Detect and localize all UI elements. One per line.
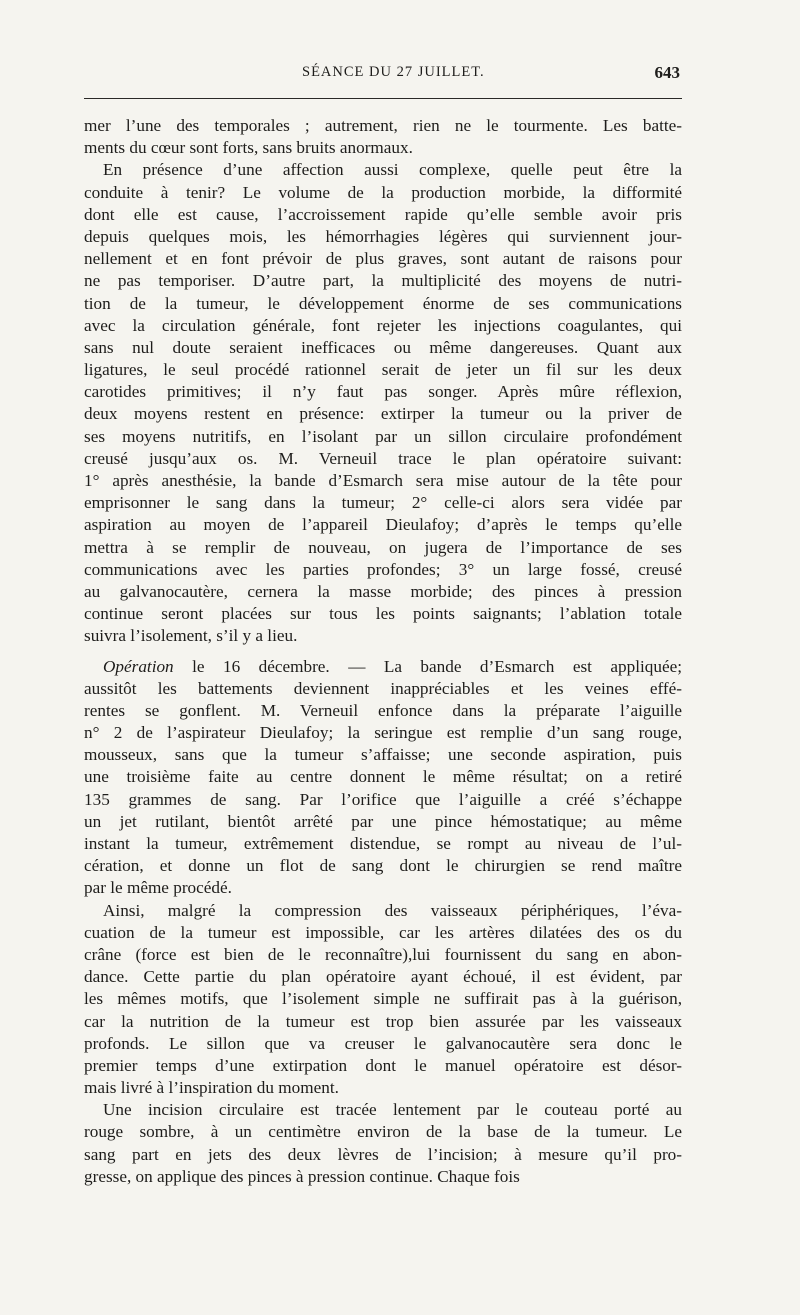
line-text: profonds. Le sillon que va creuser le galvanocautère sera donc le [84, 1033, 682, 1053]
body-text [84, 115, 682, 1188]
text-line [84, 656, 682, 678]
text-line [84, 900, 682, 922]
line-text: crâne (force est bien de le reconnaître),lui fournissent du sang en abon- [84, 944, 682, 964]
paragraph [84, 656, 682, 900]
line-text: continue seront placées sur tous les points saignants; l’ablation totale [84, 604, 682, 624]
line-text: aspiration au moyen de l’appareil Dieulafoy; d’après le temps qu’elle [84, 515, 682, 535]
text-line [84, 270, 682, 292]
line-text: dont elle est cause, l’accroissement rapide qu’elle semble avoir pris [84, 204, 682, 224]
line-text: suivra l’isolement, s’il y a lieu. [84, 626, 298, 646]
line-text: cération, et donne un flot de sang dont le chirurgien se rend maître [84, 856, 682, 876]
line-text: une troisième faite au centre donnent le même résultat; on a retiré [84, 767, 682, 787]
line-text: creusé jusqu’aux os. M. Verneuil trace le plan opératoire suivant: [84, 448, 682, 468]
text-line [84, 293, 682, 315]
line-text: dance. Cette partie du plan opératoire ayant échoué, il est évident, par [84, 967, 682, 987]
text-line [84, 766, 682, 788]
line-text: carotides primitives; il n’y faut pas songer. Après mûre réflexion, [84, 382, 682, 402]
text-line [84, 514, 682, 536]
paragraph [84, 159, 682, 647]
text-line [84, 944, 682, 966]
line-text: car la nutrition de la tumeur est trop bien assurée par les vaisseaux [84, 1011, 682, 1031]
line-text: depuis quelques mois, les hémorrhagies légères qui surviennent jour- [84, 226, 682, 246]
text-line [84, 1033, 682, 1055]
line-text: n° 2 de l’aspirateur Dieulafoy; la seringue est remplie d’un sang rouge, [84, 723, 682, 743]
text-line [84, 559, 682, 581]
line-text: ligatures, le seul procédé rationnel serait de jeter un fil sur les deux [84, 360, 682, 380]
text-line [84, 1055, 682, 1077]
text-line [84, 248, 682, 270]
text-line [84, 426, 682, 448]
line-text: Ainsi, malgré la compression des vaisseaux périphériques, l’éva- [103, 900, 682, 920]
running-title: SÉANCE DU 27 JUILLET. [302, 64, 485, 80]
line-text: gresse, on applique des pinces à pression continue. Chaque fois [84, 1166, 520, 1186]
line-text: tion de la tumeur, le développement énorme de ses communications [84, 293, 682, 313]
text-line [84, 226, 682, 248]
line-text: En présence d’une affection aussi complexe, quelle peut être la [103, 160, 682, 180]
text-line [84, 625, 682, 647]
text-line [84, 744, 682, 766]
paragraph [84, 1099, 682, 1188]
text-line [84, 789, 682, 811]
text-line [84, 537, 682, 559]
text-line [84, 182, 682, 204]
text-line [84, 581, 682, 603]
line-text: les mêmes motifs, que l’isolement simple ne suffirait pas à la guérison, [84, 989, 682, 1009]
text-line [84, 337, 682, 359]
line-text: au galvanocautère, cernera la masse morbide; des pinces à pression [84, 581, 682, 601]
text-line [84, 470, 682, 492]
text-line [84, 1011, 682, 1033]
line-text: avec la circulation générale, font rejeter les injections coagulantes, qui [84, 315, 682, 335]
text-line [84, 922, 682, 944]
text-line [84, 1099, 682, 1121]
line-text: sans nul doute seraient inefficaces ou même dangereuses. Quant aux [84, 337, 682, 357]
text-line [84, 137, 682, 159]
text-line [84, 966, 682, 988]
paragraph [84, 900, 682, 1100]
line-text: aussitôt les battements deviennent inappréciables et les veines effé- [84, 678, 682, 698]
line-text: un jet rutilant, bientôt arrêté par une pince hémostatique; au même [84, 811, 682, 831]
line-text: rouge sombre, à un centimètre environ de la base de la tumeur. Le [84, 1122, 682, 1142]
line-text: mais livré à l’inspiration du moment. [84, 1078, 339, 1098]
text-line [84, 988, 682, 1010]
line-text: 1° après anesthésie, la bande d’Esmarch sera mise autour de la tête pour [84, 471, 682, 490]
text-line [84, 448, 682, 470]
italic-lead: Opération [103, 656, 174, 676]
line-text: emprisonner le sang dans la tumeur; 2° celle-ci alors sera vidée par [84, 493, 682, 513]
text-line [84, 204, 682, 226]
line-text: ne pas temporiser. D’autre part, la multiplicité des moyens de nutri- [84, 271, 682, 291]
header-rule [84, 98, 682, 99]
line-text: mer l’une des temporales ; autrement, rien ne le tourmente. Les batte- [84, 116, 682, 135]
line-text: ses moyens nutritifs, en l’isolant par un sillon circulaire profondément [84, 426, 682, 446]
line-text: premier temps d’une extirpation dont le manuel opératoire est désor- [84, 1055, 682, 1075]
line-text: mousseux, sans que la tumeur s’affaisse; une seconde aspiration, puis [84, 745, 682, 765]
line-text: communications avec les parties profondes; 3° un large fossé, creusé [84, 559, 682, 579]
text-line [84, 833, 682, 855]
paragraph [84, 115, 682, 159]
text-line [84, 159, 682, 181]
text-line [84, 315, 682, 337]
line-text: conduite à tenir? Le volume de la production morbide, la difformité [84, 182, 682, 202]
text-line [84, 678, 682, 700]
line-text: ments du cœur sont forts, sans bruits anormaux. [84, 138, 413, 158]
text-line [84, 722, 682, 744]
text-line [84, 1166, 682, 1188]
text-line [84, 1077, 682, 1099]
line-text: sang part en jets des deux lèvres de l’incision; à mesure qu’il pro- [84, 1144, 682, 1164]
line-text: rentes se gonflent. M. Verneuil enfonce dans la préparate l’aiguille [84, 700, 682, 720]
text-line [84, 603, 682, 625]
text-line [84, 1121, 682, 1143]
line-text: instant la tumeur, extrêmement distendue, se rompt au niveau de l’ul- [84, 834, 682, 853]
text-line [84, 403, 682, 425]
line-text: cuation de la tumeur est impossible, car les artères dilatées des os du [84, 922, 682, 942]
text-line [84, 1144, 682, 1166]
text-line [84, 381, 682, 403]
text-line [84, 811, 682, 833]
text-line [84, 855, 682, 877]
text-line [84, 359, 682, 381]
text-line [84, 700, 682, 722]
page-header [84, 64, 682, 86]
text-line [84, 877, 682, 899]
line-text: par le même procédé. [84, 878, 232, 898]
line-text: nellement et en font prévoir de plus graves, sont autant de raisons pour [84, 249, 682, 269]
line-text: mettra à se remplir de nouveau, on jugera de l’importance de ses [84, 537, 682, 557]
line-text: Une incision circulaire est tracée lentement par le couteau porté au [103, 1100, 682, 1120]
line-text: le 16 décembre. — La bande d’Esmarch est appliquée; [173, 656, 682, 676]
text-line [84, 115, 682, 137]
text-line [84, 492, 682, 514]
line-text: deux moyens restent en présence: extirper la tumeur ou la priver de [84, 404, 682, 424]
line-text: 135 grammes de sang. Par l’orifice que l’aiguille a créé s’échappe [84, 789, 682, 809]
page-number: 643 [654, 63, 680, 82]
